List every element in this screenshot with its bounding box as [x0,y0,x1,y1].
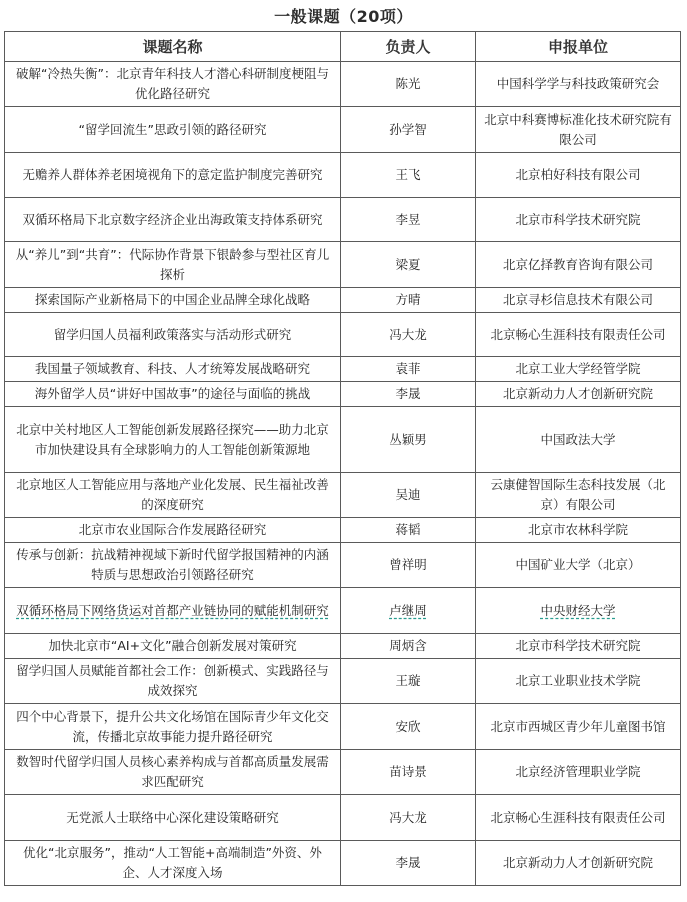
table-row [5,473,681,518]
table-row [5,357,681,382]
leader-name: 周炳含 [341,634,476,659]
unit-name: 北京经济管理职业学院 [476,750,681,795]
unit-name: 北京中科赛博标准化技术研究院有限公司 [476,107,681,153]
table-row [5,382,681,407]
unit-name: 北京新动力人才创新研究院 [476,382,681,407]
table-row [5,750,681,795]
table-row [5,62,681,107]
leader-name: 蒋韬 [341,518,476,543]
leader-name: 孙学智 [341,107,476,153]
table-header-row [5,32,681,62]
project-name: “留学回流生”思政引领的路径研究 [5,107,341,153]
leader-name: 吴迪 [341,473,476,518]
leader-name: 苗诗景 [341,750,476,795]
leader-name: 王飞 [341,153,476,198]
table-row [5,107,681,153]
project-name: 我国量子领域教育、科技、人才统筹发展战略研究 [5,357,341,382]
project-name: 北京市农业国际合作发展路径研究 [5,518,341,543]
leader-name: 陈光 [341,62,476,107]
unit-name: 北京工业大学经管学院 [476,357,681,382]
table-row [5,795,681,841]
table-row [5,588,681,634]
unit-name: 中国矿业大学（北京） [476,543,681,588]
project-name: 海外留学人员“讲好中国故事”的途径与面临的挑战 [5,382,341,407]
leader-name: 冯大龙 [341,795,476,841]
project-table [4,31,681,886]
leader-name: 冯大龙 [341,313,476,357]
project-name: 无党派人士联络中心深化建设策略研究 [5,795,341,841]
leader-name: 梁夏 [341,242,476,288]
table-row [5,634,681,659]
table-row [5,198,681,242]
unit-name: 北京寻杉信息技术有限公司 [476,288,681,313]
unit-name: 北京工业职业技术学院 [476,659,681,704]
unit-name: 北京市农林科学院 [476,518,681,543]
leader-name: 丛颖男 [341,407,476,473]
project-name: 四个中心背景下，提升公共文化场馆在国际青少年文化交流，传播北京故事能力提升路径研究 [5,704,341,750]
project-name: 数智时代留学归国人员核心素养构成与首都高质量发展需求匹配研究 [5,750,341,795]
table-row [5,288,681,313]
table-row [5,153,681,198]
page-title: 一般课题（20项） [274,7,413,26]
unit-name: 中央财经大学 [476,588,681,634]
leader-name: 安欣 [341,704,476,750]
unit-name: 云康健智国际生态科技发展（北京）有限公司 [476,473,681,518]
table-row [5,313,681,357]
unit-name: 北京畅心生涯科技有限责任公司 [476,795,681,841]
unit-name: 中国科学学与科技政策研究会 [476,62,681,107]
leader-name: 李晟 [341,382,476,407]
header-leader: 负责人 [341,32,476,62]
leader-name: 袁菲 [341,357,476,382]
leader-name: 方晴 [341,288,476,313]
unit-name: 北京市科学技术研究院 [476,198,681,242]
unit-name: 北京亿择教育咨询有限公司 [476,242,681,288]
unit-name: 北京柏好科技有限公司 [476,153,681,198]
project-name: 探索国际产业新格局下的中国企业品牌全球化战略 [5,288,341,313]
project-name: 破解“冷热失衡”：北京青年科技人才潜心科研制度梗阻与优化路径研究 [5,62,341,107]
leader-name: 李晟 [341,841,476,886]
unit-name: 北京新动力人才创新研究院 [476,841,681,886]
unit-name: 中国政法大学 [476,407,681,473]
table-row [5,518,681,543]
project-name: 加快北京市“AI+文化”融合创新发展对策研究 [5,634,341,659]
table-row [5,242,681,288]
leader-name: 卢继周 [341,588,476,634]
table-row [5,543,681,588]
project-name: 北京中关村地区人工智能创新发展路径探究——助力北京市加快建设具有全球影响力的人工智能创新策源地 [5,407,341,473]
project-name: 北京地区人工智能应用与落地产业化发展、民生福祉改善的深度研究 [5,473,341,518]
unit-name: 北京市科学技术研究院 [476,634,681,659]
project-name: 从“养儿”到“共育”：代际协作背景下银龄参与型社区育儿探析 [5,242,341,288]
project-name: 留学归国人员福利政策落实与活动形式研究 [5,313,341,357]
unit-name: 北京畅心生涯科技有限责任公司 [476,313,681,357]
header-unit: 申报单位 [476,32,681,62]
project-name: 传承与创新：抗战精神视域下新时代留学报国精神的内涵特质与思想政治引领路径研究 [5,543,341,588]
project-name: 双循环格局下北京数字经济企业出海政策支持体系研究 [5,198,341,242]
header-project-name: 课题名称 [5,32,341,62]
leader-name: 曾祥明 [341,543,476,588]
table-row [5,704,681,750]
table-row [5,841,681,886]
project-name: 无赡养人群体养老困境视角下的意定监护制度完善研究 [5,153,341,198]
project-name: 双循环格局下网络货运对首都产业链协同的赋能机制研究 [5,588,341,634]
leader-name: 王璇 [341,659,476,704]
table-row [5,659,681,704]
project-name: 留学归国人员赋能首都社会工作：创新模式、实践路径与成效探究 [5,659,341,704]
project-name: 优化“北京服务”，推动“人工智能+高端制造”外资、外企、人才深度入场 [5,841,341,886]
leader-name: 李昱 [341,198,476,242]
unit-name: 北京市西城区青少年儿童图书馆 [476,704,681,750]
table-row [5,407,681,473]
